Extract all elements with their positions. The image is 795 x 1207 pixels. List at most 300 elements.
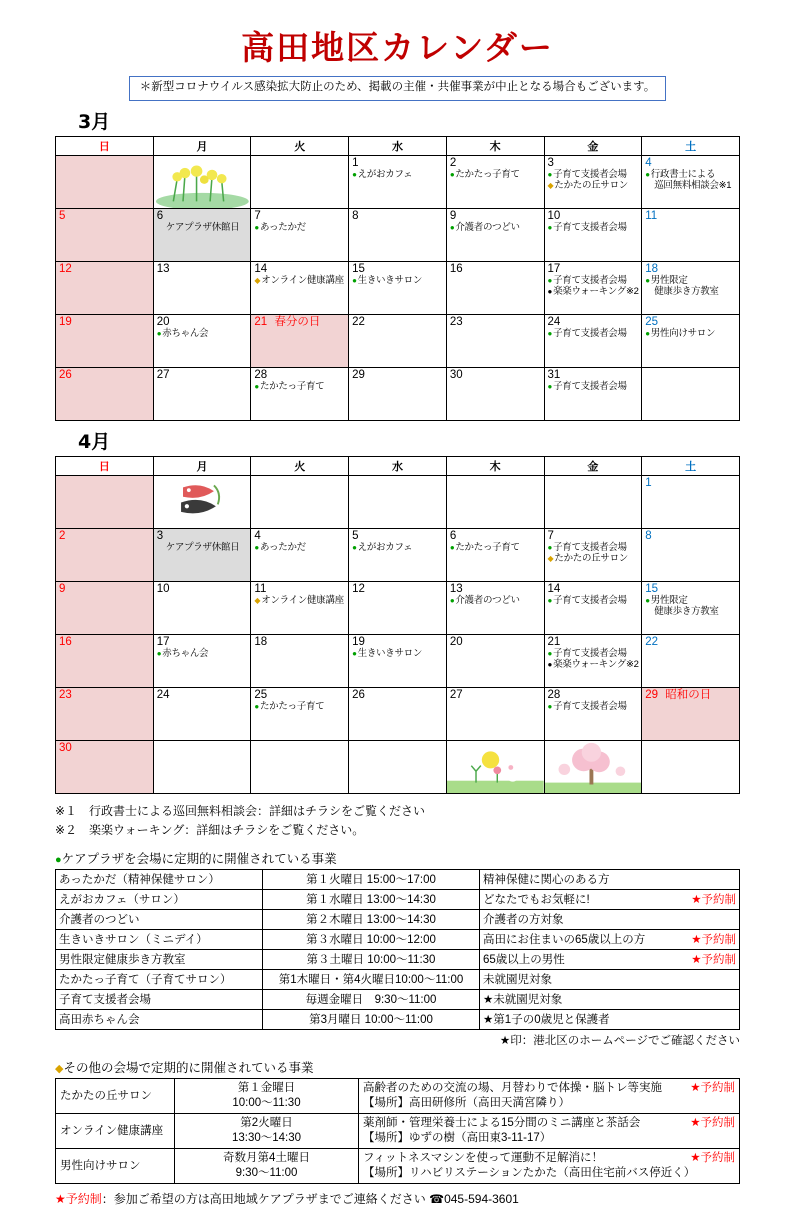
day-event-label: 行政書士による <box>650 169 716 181</box>
reservation-text: ：参加ご希望の方は高田地域ケアプラザまでご連絡ください <box>101 1191 426 1206</box>
calendar-day-cell <box>56 315 154 368</box>
section1-heading-text: ケアプラザを会場に定期的に開催されている事業 <box>61 852 337 867</box>
green-bullet-icon: ● <box>352 276 357 286</box>
calendar-day-cell <box>349 741 447 794</box>
day-number <box>349 741 446 754</box>
day-number <box>251 741 348 754</box>
section1-note: ★印：港北区のホームページでご確認ください <box>499 1035 740 1048</box>
program-name: 介護者のつどい <box>56 910 263 930</box>
day-event-label: オンライン健康講座 <box>261 275 344 287</box>
day-event-label: えがおカフェ <box>357 542 413 554</box>
day-number: 14 <box>547 583 561 596</box>
day-number: 30 <box>449 369 463 382</box>
calendar-day-cell <box>642 582 740 635</box>
day-number: 21 春分の日 <box>254 316 321 329</box>
day-event-label: たかたの丘サロン <box>554 553 628 565</box>
day-event <box>545 701 642 712</box>
calendar-day-cell <box>56 156 154 209</box>
day-number: 1 <box>645 477 652 490</box>
program-name: たかたっ子育て（子育てサロン） <box>56 970 263 990</box>
day-event <box>642 180 739 191</box>
day-number: 15 <box>645 583 659 596</box>
program-schedule: 第１火曜日 15:00〜17:00 <box>263 870 480 890</box>
calendar-day-cell <box>544 262 642 315</box>
day-number: 3 <box>156 530 164 543</box>
day-event <box>545 648 642 659</box>
calendar-day-cell <box>349 209 447 262</box>
calendar-day-cell <box>56 476 154 529</box>
calendar-day-cell <box>349 476 447 529</box>
calendar-day-cell <box>446 476 544 529</box>
program-schedule: 毎週金曜日 9:30〜11:00 <box>263 990 480 1010</box>
reservation-badge: ★予約制 <box>690 1117 735 1130</box>
calendar-day-cell <box>544 476 642 529</box>
day-event-label: えがおカフェ <box>357 169 413 181</box>
day-event-label: 巡回無料相談会※1 <box>654 180 732 192</box>
weekday-header-row <box>56 457 740 476</box>
day-event <box>447 542 544 553</box>
day-event-label: たかたっ子育て <box>455 169 520 181</box>
day-number: 2 <box>59 530 66 543</box>
black-bullet-icon: ● <box>547 660 553 670</box>
calendar-day-cell <box>251 688 349 741</box>
day-number <box>349 476 446 489</box>
day-event <box>642 328 739 339</box>
weekday-header: 日 <box>56 457 154 476</box>
calendar-day-cell <box>446 741 544 794</box>
day-number <box>154 741 251 754</box>
calendar-day-cell <box>153 262 251 315</box>
black-bullet-icon: ● <box>547 287 553 297</box>
day-number: 23 <box>449 316 463 329</box>
calendar-day-cell <box>56 262 154 315</box>
calendar-day-cell <box>446 156 544 209</box>
day-number: 3 <box>547 157 554 170</box>
program-name: えがおカフェ（サロン） <box>56 890 263 910</box>
calendar-day-cell <box>349 688 447 741</box>
calendar-day-cell <box>153 156 251 209</box>
green-bullet-icon: ● <box>254 382 259 392</box>
day-number: 31 <box>547 369 561 382</box>
green-bullet-icon: ● <box>254 543 259 553</box>
day-number <box>251 156 348 169</box>
day-number: 5 <box>352 530 359 543</box>
day-event-label: 生きいきサロン <box>357 648 423 660</box>
day-number: 24 <box>156 689 170 702</box>
day-number: 4 <box>645 157 652 170</box>
calendar-week-row <box>56 368 740 421</box>
weekday-header: 日 <box>56 137 154 156</box>
page-title: 高田地区カレンダー <box>241 28 554 67</box>
other-venue-programs-table <box>55 1078 740 1184</box>
weekday-header: 金 <box>544 457 642 476</box>
calendar-day-cell <box>56 368 154 421</box>
table-row <box>56 990 740 1010</box>
green-bullet-icon: ● <box>547 543 553 553</box>
table-row <box>56 910 740 930</box>
day-number: 28 <box>254 369 268 382</box>
green-bullet-icon: ● <box>449 223 455 233</box>
calendar-week-row <box>56 741 740 794</box>
day-number <box>447 476 544 489</box>
day-number: 21 <box>547 636 561 649</box>
day-event <box>447 222 544 233</box>
day-event <box>545 381 642 392</box>
calendar-day-cell <box>544 156 642 209</box>
calendar-week-row <box>56 315 740 368</box>
calendar-day-cell <box>251 582 349 635</box>
green-bullet-icon: ● <box>254 702 259 712</box>
calendar-day-cell <box>153 741 251 794</box>
calendar-day-cell <box>544 582 642 635</box>
program-schedule: 第１水曜日 13:00〜14:30 <box>263 890 480 910</box>
day-number: 6 <box>156 210 164 223</box>
day-number: 26 <box>352 689 365 702</box>
day-number: 10 <box>156 583 170 596</box>
calendar-day-cell <box>251 368 349 421</box>
day-number: 8 <box>352 210 359 223</box>
weekday-header: 木 <box>446 137 544 156</box>
day-event <box>642 606 739 617</box>
table-row <box>56 1010 740 1030</box>
day-event <box>545 180 642 191</box>
calendar-day-cell <box>251 262 349 315</box>
calendar-day-cell <box>349 582 447 635</box>
table-row <box>56 970 740 990</box>
calendar-day-cell <box>544 741 642 794</box>
day-number: 10 <box>547 210 561 223</box>
table-row <box>56 1149 740 1184</box>
program-schedule: 第１金曜日 10:00〜11:30 <box>175 1079 359 1114</box>
day-number <box>447 741 544 754</box>
calendar-day-cell <box>251 476 349 529</box>
day-number: 6 <box>449 530 457 543</box>
reservation-badge: ★予約制 <box>690 1152 735 1165</box>
calendar-week-row <box>56 209 740 262</box>
yellow-diamond-icon: ◆ <box>547 181 554 191</box>
calendar-day-cell <box>349 156 447 209</box>
day-event-label: 赤ちゃん会 <box>162 328 209 340</box>
day-number: 25 <box>645 316 659 329</box>
green-bullet-icon: ● <box>547 276 553 286</box>
program-schedule: 第３水曜日 10:00〜12:00 <box>263 930 480 950</box>
day-event-label: 健康歩き方教室 <box>654 606 719 618</box>
day-event-label: 子育て支援者会場 <box>553 648 627 660</box>
day-event-label: あったかだ <box>259 542 306 554</box>
day-event-label: 介護者のつどい <box>455 595 520 607</box>
calendar-day-cell <box>153 635 251 688</box>
program-detail: 薬剤師・管理栄養士による15分間のミニ講座と茶話会 ★予約制 【場所】ゆずの樹（高田東3-11-17） <box>359 1114 740 1149</box>
day-number <box>545 741 642 754</box>
calendar-day-cell <box>544 688 642 741</box>
program-schedule: 第1木曜日・第4火曜日10:00〜11:00 <box>263 970 480 990</box>
day-event <box>545 275 642 286</box>
calendar-day-cell <box>544 368 642 421</box>
day-event <box>447 595 544 606</box>
calendar-day-cell <box>642 635 740 688</box>
day-number: 4 <box>254 530 261 543</box>
day-number: 22 <box>352 316 365 329</box>
green-bullet-icon: ● <box>547 382 553 392</box>
day-number: 11 <box>254 583 267 596</box>
calendar-day-cell <box>544 209 642 262</box>
day-event-label: 介護者のつどい <box>455 222 520 234</box>
day-number: 22 <box>645 636 659 649</box>
calendar-day-cell <box>642 368 740 421</box>
weekday-header: 火 <box>251 137 349 156</box>
day-event <box>154 648 251 659</box>
day-number: 28 <box>547 689 561 702</box>
green-bullet-icon: ● <box>156 649 162 659</box>
table-row <box>56 950 740 970</box>
green-bullet-icon: ● <box>547 649 553 659</box>
day-event <box>251 542 348 553</box>
day-number: 13 <box>156 263 170 276</box>
day-number: 19 <box>59 316 72 329</box>
calendar-day-cell <box>349 635 447 688</box>
reservation-badge: ★予約制 <box>691 953 736 966</box>
program-detail: フィットネスマシンを使って運動不足解消に！ ★予約制 【場所】リハビリステーションたかた（高田住宅前バス停近く） <box>359 1149 740 1184</box>
table-row <box>56 930 740 950</box>
weekday-header: 土 <box>642 457 740 476</box>
day-number <box>56 476 153 489</box>
day-number <box>154 476 251 489</box>
day-number: 2 <box>449 157 457 170</box>
calendar-day-cell <box>153 368 251 421</box>
calendar-week-row <box>56 262 740 315</box>
green-bullet-icon: ● <box>352 543 357 553</box>
green-bullet-icon: ● <box>156 329 162 339</box>
weekday-header: 火 <box>251 457 349 476</box>
table-row <box>56 870 740 890</box>
day-number: 27 <box>156 369 170 382</box>
day-number: 16 <box>59 636 72 649</box>
calendar-week-row <box>56 529 740 582</box>
calendar-week-row <box>56 156 740 209</box>
green-bullet-icon: ● <box>352 170 357 180</box>
calendar-day-cell <box>642 529 740 582</box>
day-event-label: 男性向けサロン <box>650 328 716 340</box>
day-number: 7 <box>254 210 261 223</box>
reservation-badge: ★予約制 <box>691 893 736 906</box>
calendar-day-cell <box>446 368 544 421</box>
program-schedule: 第２木曜日 13:00〜14:30 <box>263 910 480 930</box>
month-label-april: 4月 <box>78 431 111 454</box>
calendar-day-cell <box>251 529 349 582</box>
green-bullet-icon: ● <box>645 329 650 339</box>
program-schedule: 第2火曜日 13:30〜14:30 <box>175 1114 359 1149</box>
day-event <box>251 275 348 286</box>
day-number: 29 <box>352 369 365 382</box>
program-name: 男性向けサロン <box>56 1149 175 1184</box>
day-number: 13 <box>449 583 463 596</box>
day-event <box>545 169 642 180</box>
program-target: 65歳以上の男性 ★予約制 <box>480 950 740 970</box>
green-bullet-icon: ● <box>55 854 62 867</box>
day-event <box>642 169 739 180</box>
calendar-week-row <box>56 582 740 635</box>
weekday-header: 水 <box>349 137 447 156</box>
program-target: ★未就園児対象 <box>480 990 740 1010</box>
calendar-day-cell <box>544 315 642 368</box>
day-number: 23 <box>59 689 72 702</box>
calendar-week-row <box>56 635 740 688</box>
green-bullet-icon: ● <box>547 170 553 180</box>
calendar-day-cell <box>56 741 154 794</box>
day-event <box>154 542 251 553</box>
program-schedule: 奇数月第4土曜日 9:30〜11:00 <box>175 1149 359 1184</box>
day-event-label: 子育て支援者会場 <box>553 595 627 607</box>
day-event-label: オンライン健康講座 <box>261 595 344 607</box>
calendar-day-cell <box>56 635 154 688</box>
weekday-header: 月 <box>153 457 251 476</box>
calendar-day-cell <box>251 635 349 688</box>
day-event <box>545 595 642 606</box>
day-event-label: 子育て支援者会場 <box>553 169 627 181</box>
reservation-badge: ★予約制 <box>55 1191 102 1206</box>
day-event-label: たかたっ子育て <box>259 381 325 393</box>
calendar-day-cell <box>446 529 544 582</box>
calendar-day-cell <box>642 209 740 262</box>
reservation-note <box>55 1190 795 1207</box>
day-event-label: 子育て支援者会場 <box>553 701 627 713</box>
day-number: 14 <box>254 263 268 276</box>
day-event-label: 子育て支援者会場 <box>553 222 627 234</box>
calendar-day-cell <box>642 156 740 209</box>
day-event <box>545 659 642 670</box>
day-number: 17 <box>156 636 170 649</box>
day-event-label: 楽楽ウォーキング※2 <box>553 659 639 671</box>
day-event <box>642 595 739 606</box>
green-bullet-icon: ● <box>547 596 553 606</box>
holiday-name: 昭和の日 <box>665 689 712 702</box>
calendar-day-cell <box>446 582 544 635</box>
day-event <box>251 701 348 712</box>
day-event-label: 子育て支援者会場 <box>553 328 627 340</box>
green-bullet-icon: ● <box>547 702 553 712</box>
day-number: 26 <box>59 369 72 382</box>
footnote-2: ※２ 楽楽ウォーキング：詳細はチラシをご覧ください。 <box>55 822 365 837</box>
day-event-label: 子育て支援者会場 <box>553 542 627 554</box>
day-event <box>349 542 446 553</box>
calendar-day-cell <box>642 741 740 794</box>
day-event <box>349 169 446 180</box>
program-name: オンライン健康講座 <box>56 1114 175 1149</box>
weekday-header: 木 <box>446 457 544 476</box>
calendar-day-cell <box>251 315 349 368</box>
day-number: 24 <box>547 316 561 329</box>
notice-row <box>0 76 795 101</box>
day-event <box>154 328 251 339</box>
day-event <box>545 328 642 339</box>
day-event <box>545 286 642 297</box>
calendar-day-cell <box>251 156 349 209</box>
day-number: 1 <box>352 157 359 170</box>
day-event-label: たかたっ子育て <box>259 701 325 713</box>
weekday-header: 土 <box>642 137 740 156</box>
day-event-label: たかたの丘サロン <box>554 180 628 192</box>
day-event-label: ケアプラザ休館日 <box>165 542 240 554</box>
day-number: 9 <box>449 210 457 223</box>
green-bullet-icon: ● <box>254 223 259 233</box>
calendar-day-cell <box>642 476 740 529</box>
weekday-header: 水 <box>349 457 447 476</box>
day-number: 29 昭和の日 <box>645 689 712 702</box>
day-number: 18 <box>254 636 268 649</box>
day-event-label: 健康歩き方教室 <box>654 286 719 298</box>
calendar-day-cell <box>349 529 447 582</box>
calendar-day-cell <box>446 315 544 368</box>
day-number <box>154 156 251 169</box>
calendar-day-cell <box>56 582 154 635</box>
program-detail: 高齢者のための交流の場、月替わりで体操・脳トレ等実施 ★予約制 【場所】高田研修所（高田天満宮隣り） <box>359 1079 740 1114</box>
calendar-day-cell <box>349 368 447 421</box>
day-event <box>545 553 642 564</box>
holiday-name: 春分の日 <box>274 316 321 329</box>
program-schedule: 第3月曜日 10:00〜11:00 <box>263 1010 480 1030</box>
day-event-label: 楽楽ウォーキング※2 <box>553 286 639 298</box>
calendar-day-cell <box>642 315 740 368</box>
program-target: 精神保健に関心のある方 <box>480 870 740 890</box>
day-number: 20 <box>449 636 463 649</box>
day-number: 9 <box>59 583 66 596</box>
yellow-diamond-icon: ◆ <box>55 1063 64 1076</box>
green-bullet-icon: ● <box>352 649 357 659</box>
program-target: どなたでもお気軽に! ★予約制 <box>480 890 740 910</box>
day-event-label: ケアプラザ休館日 <box>165 222 240 234</box>
day-number: 11 <box>645 210 658 223</box>
month-label-march: 3月 <box>78 111 111 134</box>
table-row <box>56 890 740 910</box>
weekday-header-row <box>56 137 740 156</box>
day-number: 8 <box>645 530 652 543</box>
calendar-day-cell <box>446 635 544 688</box>
green-bullet-icon: ● <box>645 596 650 606</box>
day-event-label: 赤ちゃん会 <box>162 648 209 660</box>
day-number: 19 <box>352 636 365 649</box>
green-bullet-icon: ● <box>449 596 455 606</box>
day-event-label: 生きいきサロン <box>357 275 423 287</box>
calendar-day-cell <box>544 635 642 688</box>
calendar-april <box>55 456 740 794</box>
program-name: 生きいきサロン（ミニデイ） <box>56 930 263 950</box>
day-event-label: 男性限定 <box>650 595 688 607</box>
regular-programs-table <box>55 869 740 1030</box>
green-bullet-icon: ● <box>645 276 650 286</box>
day-number: 20 <box>156 316 170 329</box>
calendar-day-cell <box>349 315 447 368</box>
program-target: ★第1子の0歳児と保護者 <box>480 1010 740 1030</box>
calendar-day-cell <box>153 688 251 741</box>
day-number: 12 <box>59 263 72 276</box>
calendar-day-cell <box>153 315 251 368</box>
day-event <box>251 595 348 606</box>
program-name: あったかだ（精神保健サロン） <box>56 870 263 890</box>
calendar-day-cell <box>446 688 544 741</box>
calendar-day-cell <box>544 529 642 582</box>
calendar-day-cell <box>56 688 154 741</box>
day-number <box>56 156 153 169</box>
calendar-day-cell <box>349 262 447 315</box>
section1-heading <box>55 849 795 867</box>
weekday-header: 金 <box>544 137 642 156</box>
day-event-label: 男性限定 <box>650 275 688 287</box>
calendar-day-cell <box>642 688 740 741</box>
calendar-march <box>55 136 740 421</box>
footnote-1: ※１ 行政書士による巡回無料相談会：詳細はチラシをご覧ください <box>55 804 426 819</box>
phone-number: ☎045-594-3601 <box>429 1191 519 1206</box>
section2-heading-text: その他の会場で定期的に開催されている事業 <box>63 1061 314 1076</box>
